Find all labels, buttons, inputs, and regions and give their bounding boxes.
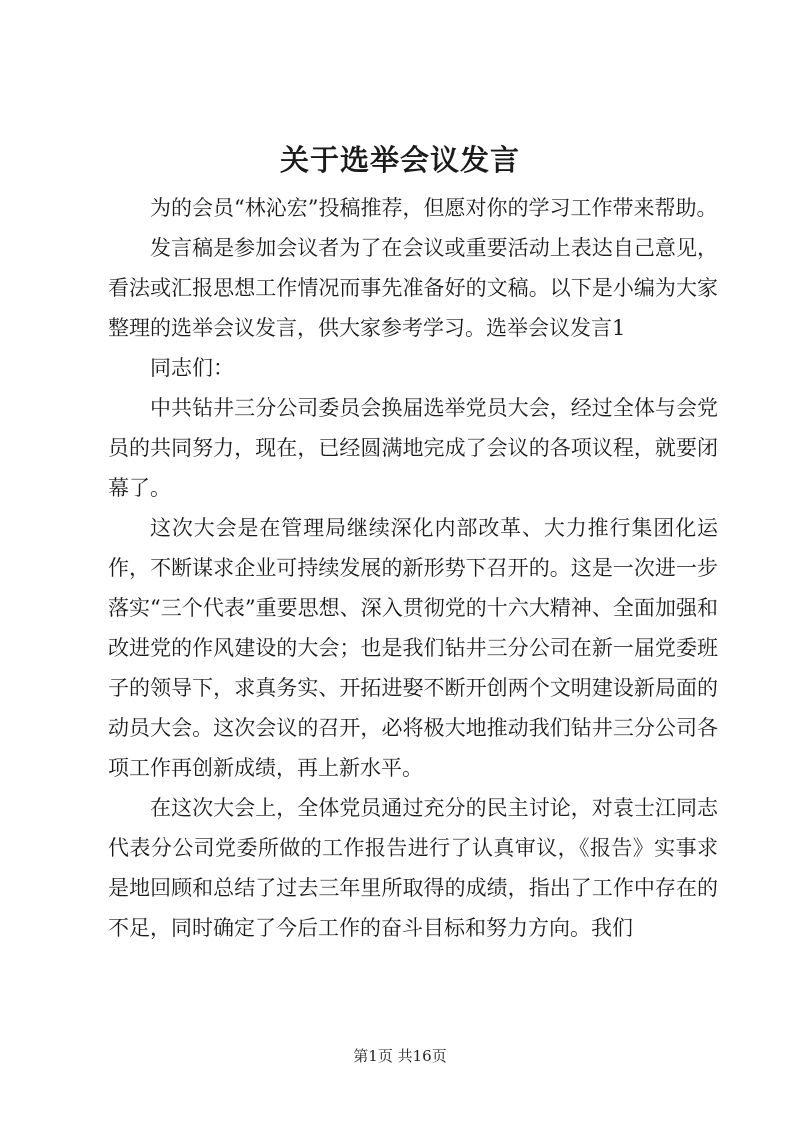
paragraph-body-3: 在这次大会上，全体党员通过充分的民主讨论，对袁士江同志代表分公司党委所做的工作报告进行了认真审议，《报告》实事求是地回顾和总结了过去三年里所取得的成绩，指出了工作中存在的不足，同时确定了今后工作的奋斗目标和努力方向。我们	[108, 796, 718, 940]
document-body	[108, 188, 718, 948]
paragraph-salutation: 同志们：	[150, 356, 234, 380]
paragraph-body-1: 中共钻井三分公司委员会换届选举党员大会，经过全体与会党员的共同努力，现在，已经圆满地完成了会议的各项议程，就要闭幕了。	[108, 396, 718, 500]
document-title: 关于选举会议发言	[279, 143, 520, 177]
paragraph-body-2: 这次大会是在管理局继续深化内部改革、大力推行集团化运作，不断谋求企业可持续发展的新形势下召开的。这是一次进一步落实“三个代表”重要思想、深入贯彻党的十六大精神、全面加强和改进党的作风建设的大会；也是我们钻井三分公司在新一届党委班子的领导下，求真务实、开拓进娶不断开创两个文明建设新局面的动员大会。这次会议的召开，必将极大地推动我们钻井三分公司各项工作再创新成绩，再上新水平。	[108, 516, 718, 780]
page-footer: 第1页 共16页	[353, 1047, 447, 1065]
paragraph-intro: 为的会员“林沁宏”投稿推荐，但愿对你的学习工作带来帮助。	[150, 196, 718, 220]
paragraph-description: 发言稿是参加会议者为了在会议或重要活动上表达自己意见，看法或汇报思想工作情况而事先准备好的文稿。以下是小编为大家整理的选举会议发言，供大家参考学习。选举会议发言1	[108, 236, 718, 340]
